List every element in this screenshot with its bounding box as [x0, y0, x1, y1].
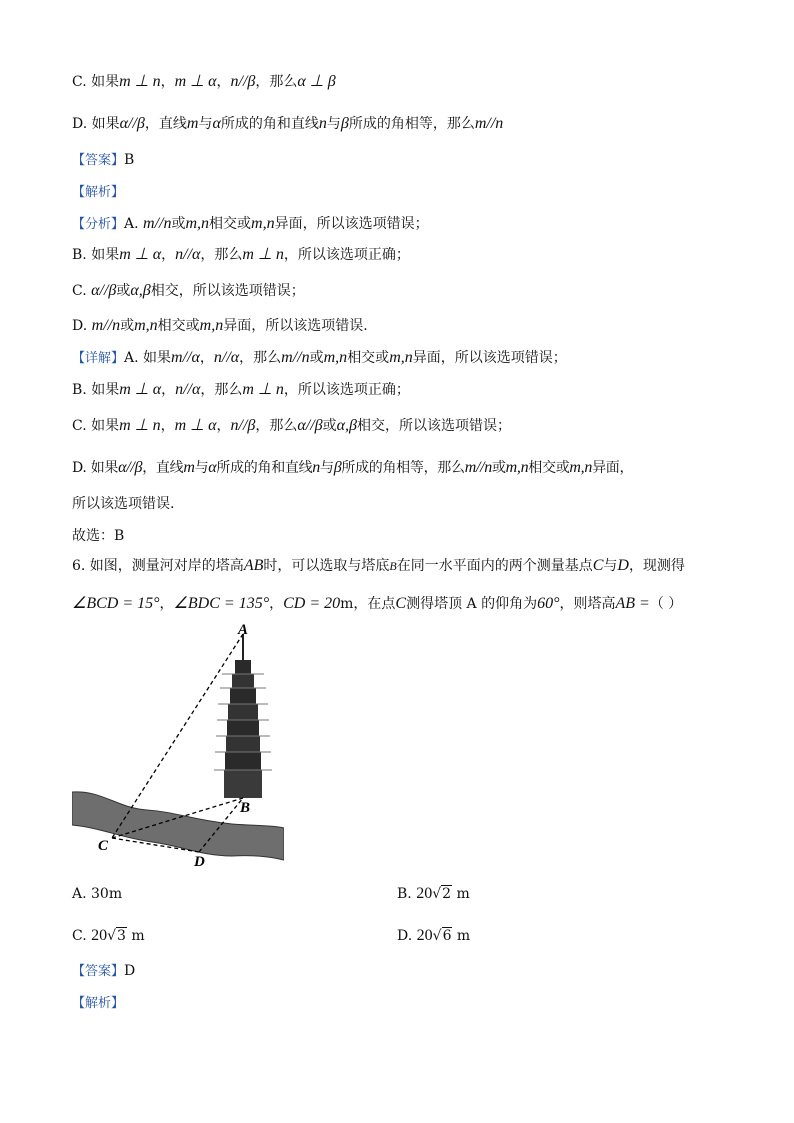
q5-fenxi-line-2: B. 如果m ⊥ α，n//α，那么m ⊥ n，所以该选项正确；	[72, 246, 410, 263]
label-D: D	[194, 854, 205, 870]
tower-illustration	[214, 634, 272, 798]
q5-xiangjie-line-2: B. 如果m ⊥ α，n//α，那么m ⊥ n，所以该选项正确；	[72, 381, 410, 398]
q5-fenxi-line-1: 【分析】A. m//n或m,n相交或m,n异面，所以该选项错误；	[72, 215, 429, 232]
q5-xiangjie-line-5: 所以该选项错误.	[72, 496, 175, 512]
figure-svg	[72, 620, 284, 870]
q6-option-c: C. 20√3 m	[72, 927, 145, 944]
q5-option-d: D. 如果α//β，直线m与α所成的角和直线n与β所成的角相等，那么m//n	[72, 115, 504, 132]
tower-measurement-figure	[72, 620, 284, 870]
q6-stem-line-1: 6. 如图，测量河对岸的塔高AB时，可以选取与塔底B在同一水平面内的两个测量基点C与D，现测得	[72, 557, 685, 574]
q5-xiangjie-line-1: 【详解】A. 如果m//α，n//α，那么m//n或m,n相交或m,n异面，所以该选项错误；	[72, 349, 567, 366]
q6-option-b: B. 20√2 m	[397, 885, 470, 902]
q5-answer: 【答案】B	[72, 152, 135, 168]
q6-answer: 【答案】D	[72, 963, 136, 979]
label-C: C	[98, 838, 109, 854]
q6-analysis-tag: 【解析】	[72, 996, 125, 1011]
q5-conclusion: 故选：B	[72, 528, 125, 544]
q5-fenxi-line-4: D. m//n或m,n相交或m,n异面，所以该选项错误.	[72, 317, 368, 334]
label-B: B	[240, 800, 251, 816]
q6-stem-line-2: ∠BCD = 15°，∠BDC = 135°，CD = 20m，在点C测得塔顶 A 的仰角为60°，则塔高AB =（ ）	[72, 595, 683, 612]
q6-option-a: A. 30m	[72, 886, 123, 902]
label-A: A	[238, 622, 249, 638]
q5-fenxi-line-3: C. α//β或α,β相交，所以该选项错误；	[72, 282, 305, 299]
q5-xiangjie-line-3: C. 如果m ⊥ n，m ⊥ α，n//β，那么α//β或α,β相交，所以该选项错误；	[72, 417, 512, 434]
q5-analysis-tag: 【解析】	[72, 185, 125, 200]
q6-option-d: D. 20√6 m	[397, 927, 471, 944]
q5-option-c: C. 如果m ⊥ n，m ⊥ α，n//β，那么α ⊥ β	[72, 73, 336, 90]
q5-xiangjie-line-4: D. 如果α//β，直线m与α所成的角和直线n与β所成的角相等，那么m//n或m,n相交或m,n异面，	[72, 459, 634, 476]
